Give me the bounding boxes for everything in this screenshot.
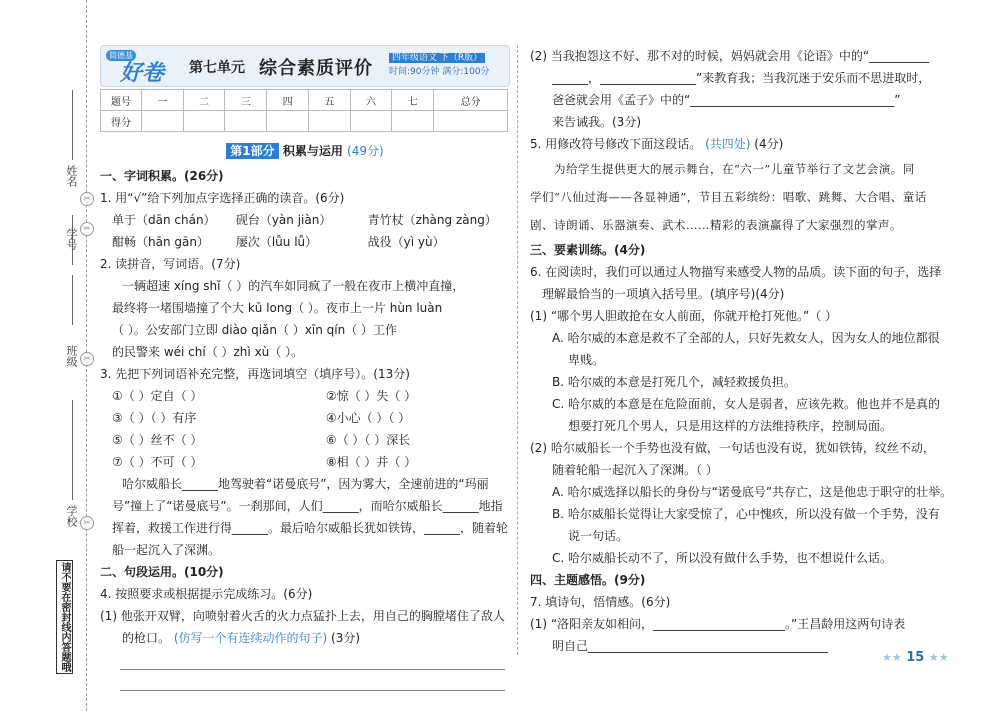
score-col: 四 — [267, 90, 309, 111]
question-6-cont: 理解最恰当的一项填入括号里。(填序号)(4分) — [542, 287, 785, 301]
logo-tag: 简德基 — [106, 50, 136, 61]
name-line — [72, 90, 73, 160]
score-col: 七 — [392, 90, 434, 111]
question-3-passage[interactable]: 哈尔威船长______地驾驶着“诺曼底号”，因为雾大，全速前进的“玛丽 — [122, 477, 489, 491]
idiom-row — [100, 407, 510, 429]
option-c: C. 哈尔威船长动不了，所以没有做什么手势，也不想说什么话。 — [552, 551, 893, 565]
question-4: 4. 按照要求或根据提示完成练习。(6分) — [100, 587, 313, 601]
option-c-cont: 想要打死几个男人，只是用这样的方法维持秩序，控制局面。 — [568, 419, 893, 433]
option-c: C. 哈尔威的本意是在危险面前，女人是弱者，应该先救。他也并不是真的 — [552, 397, 941, 411]
decor-dots-icon: ★★ — [882, 651, 902, 664]
option-a-cont: 卑贱。 — [568, 353, 605, 367]
question-7-1-cont[interactable]: 明自己________________________________________ — [552, 639, 829, 653]
header-banner — [100, 45, 510, 87]
score-col: 二 — [183, 90, 225, 111]
column-divider — [517, 45, 518, 655]
score-col: 六 — [350, 90, 392, 111]
punch-hole-icon: ✂ — [80, 352, 94, 366]
binding-margin — [0, 0, 100, 711]
idiom-blank[interactable]: ⑤（ ）丝不（ ） — [112, 433, 203, 447]
score-table-header-row — [101, 90, 508, 111]
idiom-blank[interactable]: ⑦（ ）不可（ ） — [112, 455, 203, 469]
score-col: 一 — [142, 90, 184, 111]
decor-dots-icon: ★★ — [928, 651, 949, 664]
score-cell[interactable] — [225, 111, 267, 132]
option-b: B. 哈尔威船长觉得让大家受惊了，心中愧疚，所以没有做一个手势，没有 — [552, 507, 940, 521]
passage-line: 学们“八仙过海——各显神通”，节目五彩缤纷：唱歌、跳舞、大合唱、童话 — [530, 190, 927, 204]
question-5-passage[interactable] — [530, 155, 945, 239]
page-number-value: 15 — [906, 650, 925, 665]
idiom-blank[interactable]: ③（ ）（ ）有序 — [112, 411, 197, 425]
punch-hole-icon: ✂ — [80, 222, 94, 236]
pinyin-choice[interactable]: 战役（yì yù） — [367, 235, 445, 249]
school-line — [72, 400, 73, 500]
question-2: 2. 读拼音，写词语。(7分) — [100, 257, 241, 271]
part-title: 积累与运用 — [282, 144, 343, 158]
logo-text: 好卷 — [120, 61, 165, 86]
question-2-text[interactable]: 的民警来 wéi chí（ ）zhì xù（ ）。 — [112, 345, 304, 359]
question-4-2[interactable]: (2) 当我抱怨这不好、那不对的时候，妈妈就会用《论语》中的“__________ — [530, 49, 930, 63]
question-6-1[interactable]: (1) “哪个男人胆敢抢在女人前面，你就开枪打死他。”（ ） — [530, 309, 838, 323]
question-4-2-cont[interactable]: 爸爸就会用《孟子》中的“__________________________________” — [552, 93, 901, 107]
brand-logo — [106, 50, 174, 86]
time-score-label: 时间:90分钟 满分:100分 — [389, 67, 490, 77]
question-2-text[interactable]: （ ）。公安部门立即 diào qiǎn（ ）xīn qín（ ）工作 — [112, 323, 398, 337]
margin-label-name: 姓名 — [65, 165, 78, 187]
question-3-passage: 船一起沉入了深渊。 — [112, 543, 221, 557]
part-score: (49分) — [347, 144, 384, 158]
question-7: 7. 填诗句，悟情感。(6分) — [530, 595, 671, 609]
score-table-score-row — [101, 111, 508, 132]
grade-label: 四年级语文 下（R版） — [389, 53, 485, 63]
section-heading: 二、句段运用。(10分) — [100, 565, 224, 579]
option-b-cont: 说一句话。 — [568, 529, 629, 543]
question-4-1: (1) 他张开双臂，向喷射着火舌的火力点猛扑上去，用自己的胸膛堵住了敌人 — [100, 609, 505, 623]
question-3-passage[interactable]: 号”撞上了“诺曼底号”。一刹那间，人们______，而哈尔威船长______地指 — [112, 499, 503, 513]
score-col: 总分 — [434, 90, 508, 111]
question-4-2-cont[interactable]: ______，________________”来教育我；当我沉迷于安乐而不思进取时， — [552, 71, 931, 85]
option-b: B. 哈尔威的本意是打死几个，减轻救援负担。 — [552, 375, 796, 389]
question-6-2: (2) 哈尔威船长一个手势也没有做，一句话也没有说，犹如铁铸，纹丝不动， — [530, 441, 935, 455]
score-table-row-label: 得分 — [101, 111, 142, 132]
page-number — [882, 650, 949, 665]
section-heading: 四、主题感悟。(9分) — [530, 573, 646, 587]
answer-line[interactable] — [120, 649, 505, 670]
exam-meta — [389, 51, 490, 79]
question-1-row-b — [100, 231, 510, 253]
idiom-blank[interactable]: ④小心（ ）（ ） — [325, 411, 411, 425]
question-5 — [530, 133, 945, 155]
option-a: A. 哈尔威的本意是救不了全部的人，只好先救女人，因为女人的地位都很 — [552, 331, 940, 345]
class-line — [72, 275, 73, 325]
page-title: 综合素质评价 — [259, 58, 373, 79]
unit-label: 第七单元 — [189, 60, 245, 76]
idiom-blank[interactable]: ⑥（ ）（ ）深长 — [325, 433, 411, 447]
idiom-blank[interactable]: ①（ ）定自（ ） — [112, 389, 203, 403]
pinyin-choice[interactable]: 单于（dān chán） — [112, 213, 216, 227]
score-cell[interactable] — [142, 111, 184, 132]
option-a: A. 哈尔威选择以船长的身份与“诺曼底号”共存亡，这是他忠于职守的壮举。 — [552, 485, 953, 499]
idiom-row — [100, 385, 510, 407]
passage-line: 剧、诗朗诵、乐器演奏、武术……精彩的表演赢得了大家强烈的掌声。 — [530, 218, 902, 232]
pinyin-choice[interactable]: 砚台（yàn jiàn） — [235, 213, 332, 227]
score-table — [100, 89, 508, 132]
margin-label-id: 学号 — [65, 228, 78, 250]
margin-label-class: 班级 — [65, 345, 78, 367]
question-3-passage[interactable]: 挥着，救援工作进行得______。最后哈尔威船长犹如铁铸，______，随着轮 — [112, 521, 509, 535]
punch-hole-icon: ✂ — [80, 192, 94, 206]
question-5-score: (4分) — [754, 137, 784, 151]
score-cell[interactable] — [434, 111, 508, 132]
score-cell[interactable] — [267, 111, 309, 132]
question-4-2-cont: 来告诫我。(3分) — [552, 115, 641, 129]
margin-label-school: 学校 — [65, 505, 78, 527]
question-6: 6. 在阅读时，我们可以通过人物描写来感受人物的品质。读下面的句子，选择 — [530, 265, 942, 279]
question-2-text[interactable]: 一辆超速 xíng shǐ（ ）的汽车如同疯了一般在夜市上横冲直撞， — [122, 279, 465, 293]
question-6-2-cont[interactable]: 随着轮船一起沉入了深渊。（ ） — [552, 463, 718, 477]
pinyin-choice[interactable]: 青竹杖（zhàng zàng） — [367, 213, 497, 227]
score-cell[interactable] — [392, 111, 434, 132]
question-4-1-cont — [100, 627, 510, 649]
question-4-1-score: (3分) — [331, 631, 361, 645]
question-2-text[interactable]: 最终将一堵围墙撞了个大 kū long（ ）。夜市上一片 hùn luàn — [112, 301, 443, 315]
score-cell[interactable] — [350, 111, 392, 132]
right-column — [530, 45, 953, 657]
answer-line[interactable] — [120, 670, 505, 691]
idiom-row — [100, 451, 510, 473]
question-1: 1. 用“√”给下列加点字选择正确的读音。(6分) — [100, 191, 345, 205]
punch-hole-icon: ✂ — [80, 516, 94, 530]
part-heading — [100, 142, 510, 159]
pinyin-choice[interactable]: 酣畅（hān gān） — [112, 235, 209, 249]
score-table-head-label: 题号 — [101, 90, 142, 111]
question-7-1[interactable]: (1) “洛阳亲友如相问，______________________。”王昌龄用这两句诗表 — [530, 617, 906, 631]
score-col: 三 — [225, 90, 267, 111]
score-cell[interactable] — [308, 111, 350, 132]
question-4-1-hint: (仿写一个有连续动作的句子) — [173, 631, 328, 645]
idiom-row — [100, 429, 510, 451]
left-column — [100, 45, 510, 691]
seal-warning-note: 请不要在密封线内答题哦 — [56, 560, 73, 674]
score-cell[interactable] — [183, 111, 225, 132]
idiom-blank[interactable]: ②惊（ ）失（ ） — [325, 389, 417, 403]
passage-line: 为给学生提供更大的展示舞台，在“六一”儿童节举行了文艺会演。同 — [554, 162, 915, 176]
score-col: 五 — [308, 90, 350, 111]
question-5-count: (共四处) — [705, 137, 751, 151]
question-5-text: 5. 用修改符号修改下面这段话。 — [530, 137, 702, 151]
section-heading: 三、要素训练。(4分) — [530, 243, 646, 257]
question-3: 3. 先把下列词语补充完整，再选词填空（填序号）。(13分) — [100, 367, 410, 381]
question-1-row-a — [100, 209, 510, 231]
idiom-blank[interactable]: ⑧相（ ）并（ ） — [325, 455, 417, 469]
question-4-1-text: 的枪口。 — [122, 631, 171, 645]
section-heading: 一、字词积累。(26分) — [100, 169, 224, 183]
pinyin-choice[interactable]: 屡次（lǚu lǚ） — [235, 235, 318, 249]
part-tag: 第1部分 — [226, 143, 278, 159]
